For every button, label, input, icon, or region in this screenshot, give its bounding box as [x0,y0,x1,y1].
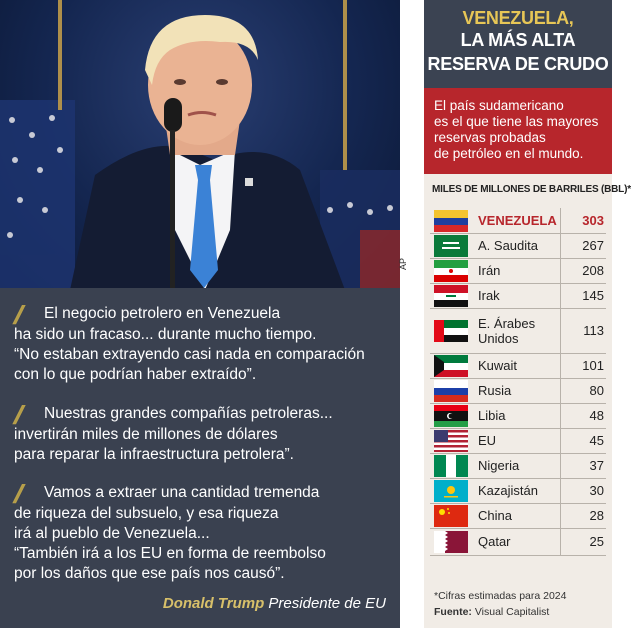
usa-flag-icon [434,430,468,452]
country-name-line: E. Árabes [478,315,536,331]
quote-line: ha sido un fracaso... durante mucho tiempo. [14,326,317,343]
photo-credit: AP [398,257,408,270]
country-name-line: Unidos [478,330,519,346]
subtitle-line: reservas probadas [434,130,546,145]
press-photo [0,0,400,290]
country-name: Libia [478,408,506,423]
china-flag-icon [434,505,468,527]
column-divider [560,478,561,503]
table-row [430,378,606,404]
country-name: A. Saudita [478,238,538,253]
quote-line: de riqueza del subsuelo, y esa riqueza [14,505,279,522]
quote-line: con lo que podrían haber extraído”. [14,366,257,383]
table-row [430,528,606,556]
column-divider [560,208,561,233]
qatar-flag-icon [434,531,468,553]
column-divider [560,353,561,378]
subtitle-line: de petróleo en el mundo. [434,146,584,161]
table-row [430,428,606,454]
reserve-value: 48 [589,408,604,423]
table-row [430,403,606,429]
column-divider [560,403,561,428]
table-row [430,503,606,529]
quote-line: irá al pueblo de Venezuela... [14,525,210,542]
nigeria-flag-icon [434,455,468,477]
reserve-value: 113 [583,323,604,338]
column-divider [560,528,561,555]
unit-label: MILES DE MILLONES DE BARRILES (BBL)* [432,184,631,195]
quote-line: Vamos a extraer una cantidad tremenda [44,484,320,501]
quote-1 [14,300,365,385]
speaker-illustration [0,0,400,290]
quote-mark-icon: // [14,300,18,331]
reserve-value: 145 [582,288,604,303]
quote-2 [14,400,333,465]
kuwait-flag-icon [434,355,468,377]
quote-line: para reparar la infraestructura petrolera”. [14,446,294,463]
country-name: Irán [478,263,501,278]
quote-attribution [163,595,386,612]
table-row [430,258,606,284]
column-divider [560,503,561,528]
uae-flag-icon [434,320,468,342]
country-name: Kuwait [478,358,518,373]
country-name: Kazajistán [478,483,538,498]
reserve-value: 208 [582,263,604,278]
table-row [430,478,606,504]
column-divider [560,308,561,353]
infographic-panel [424,0,631,628]
country-name: Irak [478,288,500,303]
column-divider [560,283,561,308]
column-divider [560,428,561,453]
column-divider [560,378,561,403]
subtitle-line: es el que tiene las mayores [434,114,599,129]
reserve-value: 303 [582,213,604,228]
reserve-value: 267 [582,238,604,253]
quote-mark-icon: // [14,479,18,510]
country-name: China [478,508,512,523]
iraq-flag-icon [434,285,468,307]
title-line-1: VENEZUELA, [462,8,574,28]
quote-line: “También irá a los EU en forma de reembolso [14,545,326,562]
country-name: EU [478,433,497,448]
reserve-value: 101 [582,358,604,373]
quote-line: “No estaban extrayendo casi nada en comparación [14,346,365,363]
quote-mark-icon: // [14,400,18,431]
source-line [434,606,549,618]
libya-flag-icon [434,405,468,427]
quote-line: por los daños que ese país nos causó”. [14,565,285,582]
speaker-name: Donald Trump [162,595,265,612]
country-name: Rusia [478,383,512,398]
table-row [430,453,606,479]
country-name [478,316,535,346]
kazakhstan-flag-icon [434,480,468,502]
country-name: Nigeria [478,458,520,473]
country-name: Qatar [478,534,511,549]
quote-line: Nuestras grandes compañías petroleras... [44,405,333,422]
source-label: Fuente: [434,606,472,618]
title-line-2: LA MÁS ALTA [460,30,576,50]
reserve-value: 30 [589,483,604,498]
reserve-value: 37 [589,458,604,473]
russia-flag-icon [434,380,468,402]
infographic-title [424,0,612,88]
reserve-value: 80 [589,383,604,398]
venezuela-flag-icon [434,210,468,232]
reserve-value: 25 [589,534,604,549]
quote-3 [14,479,326,584]
country-name: VENEZUELA [478,213,557,228]
table-row [430,233,606,259]
subtitle-line: El país sudamericano [434,98,564,113]
column-divider [560,233,561,258]
iran-flag-icon [434,260,468,282]
column-divider [560,258,561,283]
column-divider [560,453,561,478]
title-line-3: RESERVA DE CRUDO [427,54,609,74]
footnote: *Cifras estimadas para 2024 [434,590,567,602]
table-row [430,308,606,354]
quote-line: invertirán miles de millones de dólares [14,426,278,443]
speaker-role: Presidente de EU [268,595,386,612]
table-row [430,353,606,379]
quote-line: El negocio petrolero en Venezuela [44,305,281,322]
reserve-value: 28 [589,508,604,523]
source-name: Visual Capitalist [474,606,550,618]
reserve-value: 45 [589,433,604,448]
table-row [430,283,606,309]
saudi-arabia-flag-icon [434,235,468,257]
infographic-subtitle [424,88,612,174]
table-row [430,208,606,234]
